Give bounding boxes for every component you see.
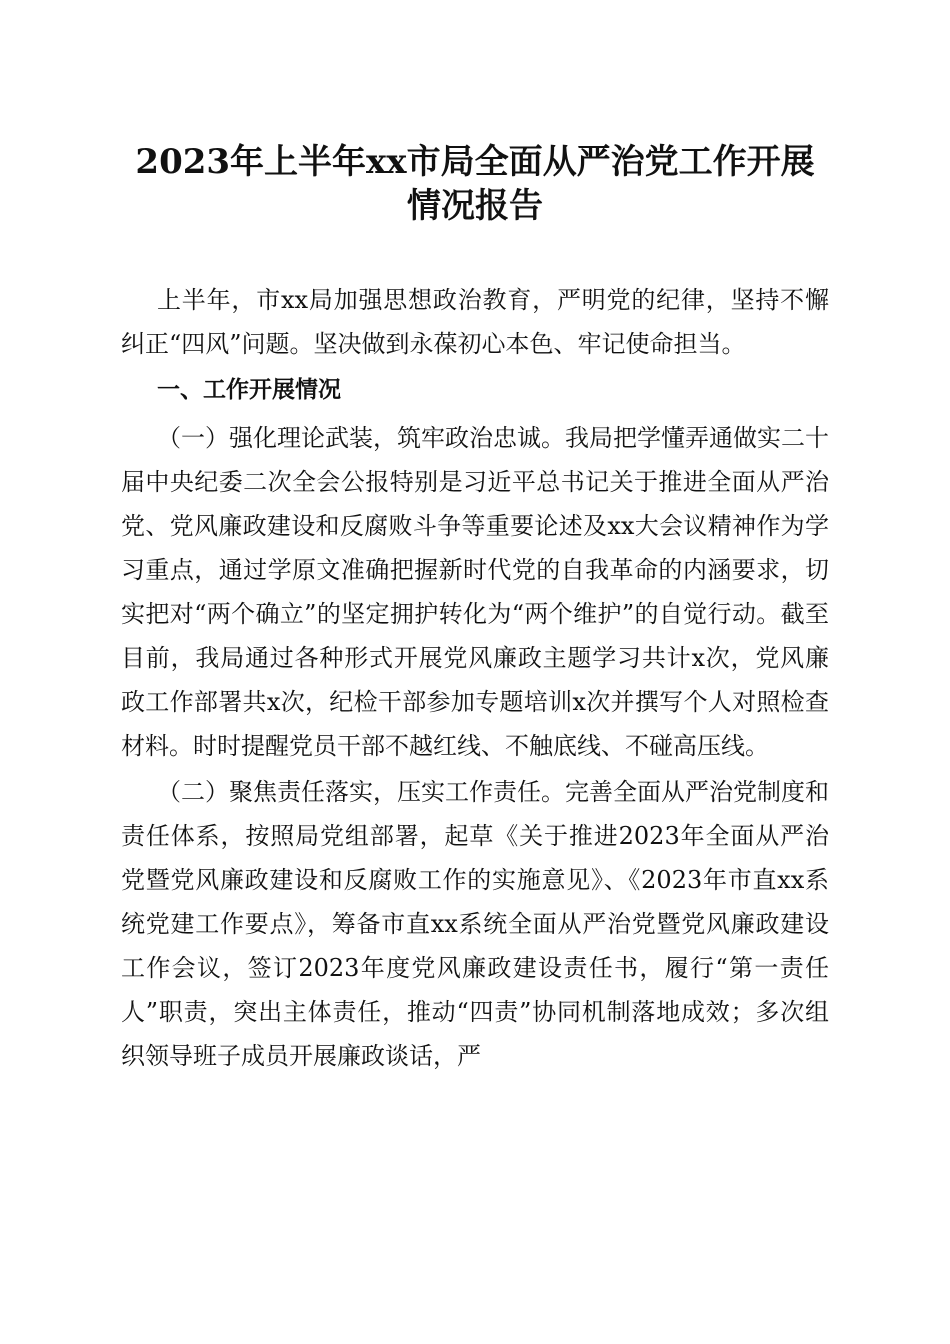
document-title	[100, 140, 850, 228]
paragraph-2-lead: （二）聚焦责任落实，压实工作责任。	[157, 778, 565, 806]
title-line-2: 情况报告	[407, 186, 543, 226]
title-line-1: 2023年上半年xx市局全面从严治党工作开展	[135, 142, 815, 182]
paragraph-1-body: 我局把学懂弄通做实二十届中央纪委二次全会公报特别是习近平总书记关于推进全面从严治党、党风廉政建设和反腐败斗争等重要论述及xx大会议精神作为学习重点，通过学原文准确把握新时代党的自我革命的内涵要求，切实把对“两个确立”的坚定拥护转化为“两个维护”的自觉行动。截至目前，我局通过各种形式开展党风廉政主题学习共计x次，党风廉政工作部署共x次，纪检干部参加专题培训x次并撰写个人对照检查材料。时时提醒党员干部不越红线、不触底线、不碰高压线。	[121, 424, 829, 760]
document-body	[121, 278, 829, 1080]
intro-paragraph: 上半年，市xx局加强思想政治教育，严明党的纪律，坚持不懈纠正“四风”问题。坚决做到永葆初心本色、牢记使命担当。	[121, 286, 829, 358]
paragraph-2	[121, 770, 829, 1078]
section-heading-1: 一、工作开展情况	[157, 377, 341, 403]
paragraph-1	[121, 416, 829, 768]
paragraph-1-lead: （一）强化理论武装，筑牢政治忠诚。	[157, 424, 565, 452]
paragraph-2-body: 完善全面从严治党制度和责任体系，按照局党组部署，起草《关于推进2023年全面从严治党暨党风廉政建设和反腐败工作的实施意见》、《2023年市直xx系统党建工作要点》，筹备市直xx系统全面从严治党暨党风廉政建设工作会议，签订2023年度党风廉政建设责任书，履行“第一责任人”职责，突出主体责任，推动“四责”协同机制落地成效；多次组织领导班子成员开展廉政谈话，严	[121, 778, 829, 1070]
